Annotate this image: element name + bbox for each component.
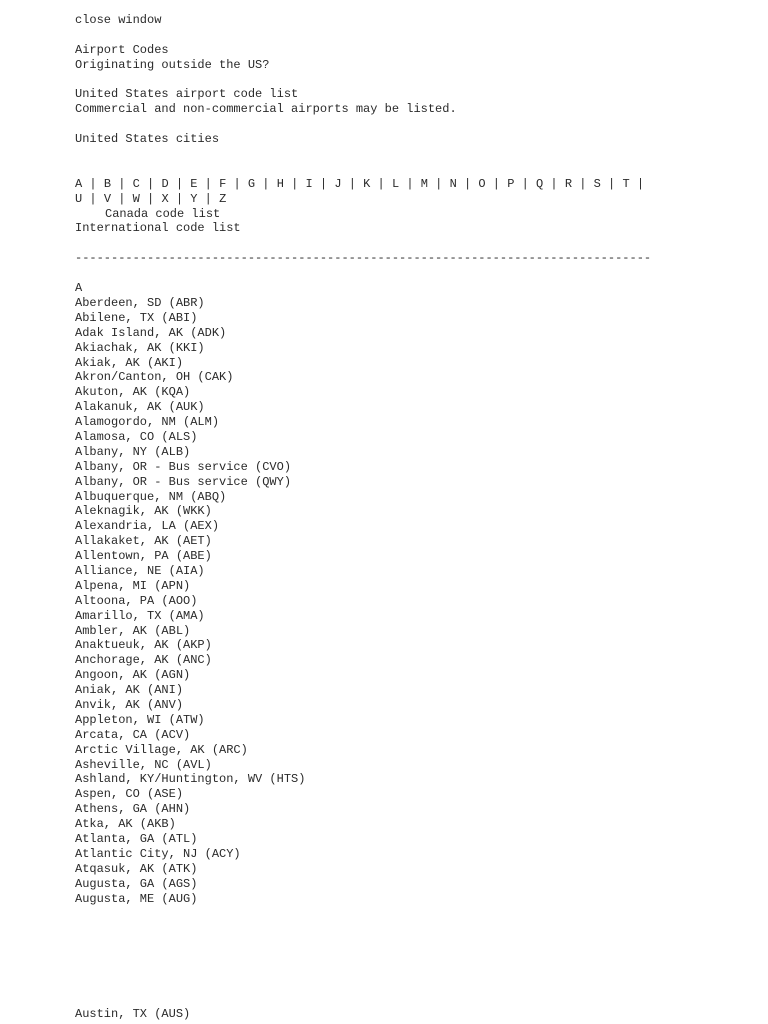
list-item: Atlantic City, NJ (ACY) [75,846,241,861]
letter-nav-row-1 [75,177,755,192]
list-item: Alpena, MI (APN) [75,578,191,593]
letter-link-v[interactable]: V [103,191,112,206]
letter-separator: | [197,191,220,206]
letter-link-s[interactable]: S [593,176,601,191]
letter-separator: | [82,191,104,206]
page-content [75,13,755,906]
list-item: Alamogordo, NM (ALM) [75,415,220,430]
letter-link-e[interactable]: E [190,176,198,191]
list-item: Aniak, AK (ANI) [75,683,184,698]
letter-separator: | [485,176,508,191]
letter-link-h[interactable]: H [276,176,284,191]
letter-link-w[interactable]: W [132,191,140,206]
list-item: Albany, OR - Bus service (CVO) [75,459,292,474]
list-item: Anvik, AK (ANV) [75,697,184,712]
list-item: Aleknagik, AK (WKK) [75,504,212,519]
list-item: Arcata, CA (ACV) [75,727,191,742]
list-item: Atqasuk, AK (ATK) [75,861,198,876]
airport-list [75,296,755,907]
list-item: Albuquerque, NM (ABQ) [75,489,227,504]
list-item: Augusta, GA (AGS) [75,876,198,891]
list-item: Altoona, PA (AOO) [75,593,198,608]
list-item: Alliance, NE (AIA) [75,563,205,578]
letter-link-n[interactable]: N [449,176,457,191]
list-item: Atlanta, GA (ATL) [75,832,198,846]
letter-link-m[interactable]: M [420,176,428,191]
list-item: Amarillo, TX (AMA) [75,608,205,623]
list-item: Appleton, WI (ATW) [75,712,205,727]
letter-separator: | [168,191,191,206]
letter-link-g[interactable]: G [247,176,256,191]
letter-separator: | [629,176,652,191]
letter-separator: | [370,176,392,191]
letter-separator: | [600,176,623,191]
letter-link-j[interactable]: J [334,176,342,191]
letter-nav-row-2 [75,192,755,207]
close-window-link[interactable]: close window [75,13,162,27]
letter-separator: | [82,176,104,191]
list-item: Allakaket, AK (AET) [75,534,212,549]
section-letter-a: A [75,281,83,296]
list-item: Alexandria, LA (AEX) [75,519,220,534]
letter-link-l[interactable]: L [391,176,400,191]
list-item: Aberdeen, SD (ABR) [75,295,205,310]
list-item: Abilene, TX (ABI) [75,310,198,325]
letter-separator: | [139,191,162,206]
letter-separator: | [399,176,421,191]
letter-link-c[interactable]: C [132,176,140,191]
letter-separator: | [226,176,248,191]
letter-link-t[interactable]: T [622,176,630,191]
letter-separator: | [543,176,565,191]
letter-link-u[interactable]: U [75,191,83,206]
divider: -------------------------------------------------------------------------------- [75,251,652,266]
list-item: Akiachak, AK (KKI) [75,340,205,355]
list-item: Alakanuk, AK (AUK) [75,400,205,415]
letter-separator: | [197,176,220,191]
letter-separator: | [427,176,450,191]
letter-link-f[interactable]: F [219,176,227,191]
list-item: Arctic Village, AK (ARC) [75,742,248,757]
letter-link-x[interactable]: X [161,191,169,206]
letter-separator: | [111,176,133,191]
list-item: Asheville, NC (AVL) [75,757,212,772]
letter-link-i[interactable]: I [305,176,313,191]
page-title: Airport Codes [75,42,169,57]
list-item: Akron/Canton, OH (CAK) [75,370,234,385]
letter-separator: | [341,176,364,191]
list-note: Commercial and non-commercial airports may be listed. [75,102,457,117]
letter-link-a[interactable]: A [75,176,83,191]
list-item: Anchorage, AK (ANC) [75,653,212,668]
letter-separator: | [168,176,191,191]
list-item: Albany, NY (ALB) [75,444,191,459]
list-item: Akiak, AK (AKI) [75,355,184,370]
canada-code-list-link[interactable]: Canada code list [105,206,221,221]
letter-separator: | [139,176,162,191]
international-code-list-link[interactable]: International code list [75,221,241,236]
letter-link-k[interactable]: K [363,176,371,191]
list-item: Anaktueuk, AK (AKP) [75,638,212,653]
letter-separator: | [255,176,277,191]
letter-separator: | [514,176,536,191]
outside-us-link[interactable]: Originating outside the US? [75,57,270,72]
list-item: Alamosa, CO (ALS) [75,429,198,444]
list-item: Albany, OR - Bus service (QWY) [75,474,292,489]
us-code-list-heading: United States airport code list [75,87,299,102]
list-item: Ashland, KY/Huntington, WV (HTS) [75,772,306,787]
list-item-austin: Austin, TX (AUS) [75,1007,191,1021]
letter-link-o[interactable]: O [478,176,486,191]
list-item: Adak Island, AK (ADK) [75,325,227,340]
letter-separator: | [283,176,306,191]
list-item: Allentown, PA (ABE) [75,549,212,564]
letter-link-r[interactable]: R [564,176,573,191]
letter-separator: | [572,176,594,191]
letter-link-z[interactable]: Z [219,191,227,206]
us-cities-heading: United States cities [75,132,220,147]
list-item: Athens, GA (AHN) [75,802,191,817]
letter-link-y[interactable]: Y [190,191,198,206]
letter-link-b[interactable]: B [103,176,112,191]
list-item: Aspen, CO (ASE) [75,787,184,802]
list-item: Atka, AK (AKB) [75,817,176,832]
list-item: Augusta, ME (AUG) [75,891,198,906]
letter-link-p[interactable]: P [507,176,515,191]
list-item: Akuton, AK (KQA) [75,385,191,400]
letter-separator: | [111,191,133,206]
letter-separator: | [456,176,479,191]
letter-link-q[interactable]: Q [536,176,544,191]
list-item: Ambler, AK (ABL) [75,623,191,638]
letter-separator: | [312,176,335,191]
list-item: Angoon, AK (AGN) [75,668,191,683]
letter-link-d[interactable]: D [161,176,169,191]
